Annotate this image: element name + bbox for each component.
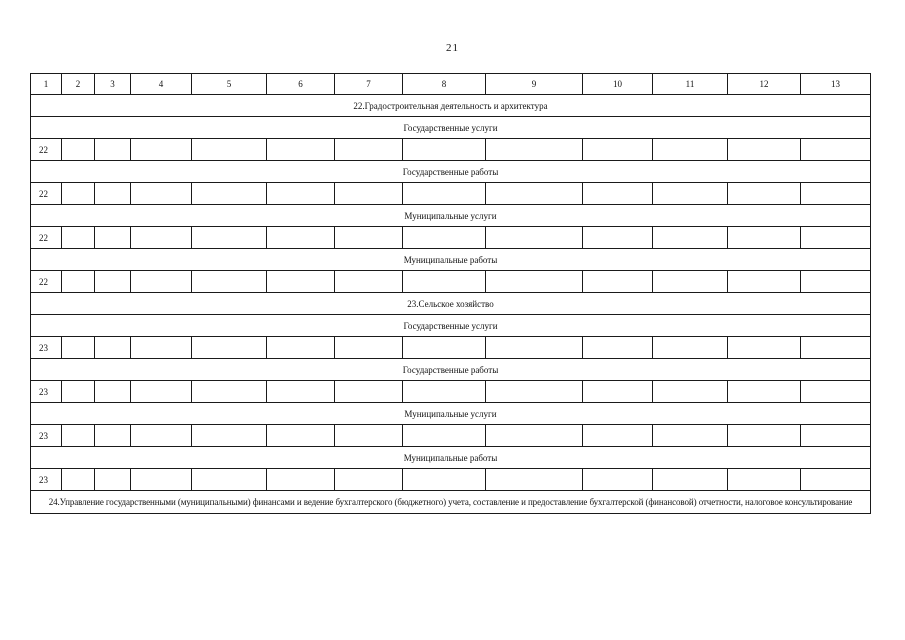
empty-cell [62, 271, 95, 293]
table-row [31, 271, 871, 293]
empty-cell [267, 183, 335, 205]
group-label-row-cell: Муниципальные работы [31, 249, 871, 271]
group-label-row-cell: Государственные услуги [31, 117, 871, 139]
empty-cell [335, 469, 403, 491]
empty-cell [131, 337, 192, 359]
empty-cell [486, 139, 583, 161]
empty-cell [267, 425, 335, 447]
column-header: 2 [62, 74, 95, 95]
empty-cell [653, 183, 728, 205]
row-code-cell: 23 [31, 381, 62, 403]
column-header: 7 [335, 74, 403, 95]
row-code-cell: 22 [31, 139, 62, 161]
empty-cell [583, 183, 653, 205]
empty-cell [95, 381, 131, 403]
group-label-row [31, 315, 871, 337]
empty-cell [192, 183, 267, 205]
empty-cell [583, 469, 653, 491]
services-table [30, 73, 871, 514]
empty-cell [486, 271, 583, 293]
column-header: 10 [583, 74, 653, 95]
empty-cell [583, 139, 653, 161]
empty-cell [131, 469, 192, 491]
empty-cell [95, 425, 131, 447]
row-code-cell: 22 [31, 183, 62, 205]
empty-cell [403, 469, 486, 491]
section-title-row [31, 95, 871, 117]
empty-cell [728, 139, 801, 161]
column-header: 11 [653, 74, 728, 95]
table-row [31, 425, 871, 447]
group-label-row-cell: Государственные работы [31, 161, 871, 183]
column-header: 13 [801, 74, 871, 95]
row-code-cell: 23 [31, 425, 62, 447]
empty-cell [95, 139, 131, 161]
section-title-row-cell: 22.Градостроительная деятельность и архитектура [31, 95, 871, 117]
column-header: 5 [192, 74, 267, 95]
empty-cell [95, 183, 131, 205]
empty-cell [192, 469, 267, 491]
empty-cell [801, 271, 871, 293]
empty-cell [801, 139, 871, 161]
empty-cell [403, 227, 486, 249]
empty-cell [95, 227, 131, 249]
group-label-row [31, 359, 871, 381]
empty-cell [267, 139, 335, 161]
column-header: 12 [728, 74, 801, 95]
empty-cell [801, 227, 871, 249]
row-code-cell: 22 [31, 271, 62, 293]
group-label-row [31, 205, 871, 227]
empty-cell [728, 469, 801, 491]
group-label-row-cell: Муниципальные услуги [31, 205, 871, 227]
empty-cell [486, 337, 583, 359]
section-title-row-cell: 23.Сельское хозяйство [31, 293, 871, 315]
empty-cell [583, 425, 653, 447]
empty-cell [403, 425, 486, 447]
empty-cell [335, 183, 403, 205]
empty-cell [403, 381, 486, 403]
empty-cell [335, 425, 403, 447]
empty-cell [653, 227, 728, 249]
header-row [31, 74, 871, 95]
empty-cell [583, 337, 653, 359]
column-header: 8 [403, 74, 486, 95]
table-row [31, 183, 871, 205]
table-row [31, 337, 871, 359]
empty-cell [653, 381, 728, 403]
group-label-row-cell: Государственные работы [31, 359, 871, 381]
group-label-row [31, 403, 871, 425]
empty-cell [583, 381, 653, 403]
empty-cell [653, 139, 728, 161]
empty-cell [403, 139, 486, 161]
group-label-row-cell: Государственные услуги [31, 315, 871, 337]
empty-cell [486, 381, 583, 403]
empty-cell [403, 183, 486, 205]
empty-cell [267, 227, 335, 249]
empty-cell [267, 337, 335, 359]
empty-cell [335, 227, 403, 249]
empty-cell [486, 469, 583, 491]
empty-cell [728, 337, 801, 359]
empty-cell [131, 381, 192, 403]
empty-cell [192, 227, 267, 249]
empty-cell [486, 183, 583, 205]
empty-cell [403, 271, 486, 293]
empty-cell [62, 337, 95, 359]
empty-cell [62, 381, 95, 403]
empty-cell [192, 139, 267, 161]
empty-cell [801, 337, 871, 359]
empty-cell [192, 381, 267, 403]
page-number: 21 [446, 42, 459, 54]
empty-cell [62, 227, 95, 249]
group-label-row [31, 161, 871, 183]
empty-cell [801, 183, 871, 205]
empty-cell [335, 337, 403, 359]
empty-cell [403, 337, 486, 359]
group-label-row [31, 447, 871, 469]
empty-cell [653, 469, 728, 491]
empty-cell [192, 425, 267, 447]
empty-cell [131, 139, 192, 161]
empty-cell [728, 381, 801, 403]
empty-cell [653, 337, 728, 359]
empty-cell [728, 227, 801, 249]
table-row [31, 227, 871, 249]
column-header: 1 [31, 74, 62, 95]
empty-cell [486, 425, 583, 447]
empty-cell [728, 425, 801, 447]
empty-cell [653, 425, 728, 447]
group-label-row-cell: Муниципальные услуги [31, 403, 871, 425]
empty-cell [801, 381, 871, 403]
empty-cell [335, 271, 403, 293]
empty-cell [62, 139, 95, 161]
column-header: 4 [131, 74, 192, 95]
empty-cell [267, 271, 335, 293]
empty-cell [583, 227, 653, 249]
row-code-cell: 23 [31, 469, 62, 491]
empty-cell [728, 271, 801, 293]
group-label-row-cell: Муниципальные работы [31, 447, 871, 469]
empty-cell [131, 271, 192, 293]
empty-cell [95, 271, 131, 293]
group-label-row [31, 117, 871, 139]
column-header: 6 [267, 74, 335, 95]
empty-cell [801, 425, 871, 447]
empty-cell [653, 271, 728, 293]
empty-cell [131, 183, 192, 205]
row-code-cell: 22 [31, 227, 62, 249]
final-section-title-row [31, 491, 871, 514]
empty-cell [583, 271, 653, 293]
empty-cell [267, 469, 335, 491]
final-section-title-row-cell: 24.Управление государственными (муниципальными) финансами и ведение бухгалтерского (бюджетного) учета, составление и предоставление бухгалтерской (финансовой) отчетности, налоговое консультирование [31, 491, 871, 514]
empty-cell [131, 425, 192, 447]
empty-cell [62, 425, 95, 447]
empty-cell [335, 381, 403, 403]
empty-cell [62, 469, 95, 491]
empty-cell [131, 227, 192, 249]
empty-cell [95, 337, 131, 359]
table-row [31, 139, 871, 161]
column-header: 9 [486, 74, 583, 95]
empty-cell [95, 469, 131, 491]
empty-cell [192, 271, 267, 293]
empty-cell [192, 337, 267, 359]
empty-cell [335, 139, 403, 161]
group-label-row [31, 249, 871, 271]
empty-cell [267, 381, 335, 403]
empty-cell [801, 469, 871, 491]
column-header: 3 [95, 74, 131, 95]
section-title-row [31, 293, 871, 315]
table-row [31, 381, 871, 403]
row-code-cell: 23 [31, 337, 62, 359]
empty-cell [486, 227, 583, 249]
table-row [31, 469, 871, 491]
empty-cell [62, 183, 95, 205]
empty-cell [728, 183, 801, 205]
